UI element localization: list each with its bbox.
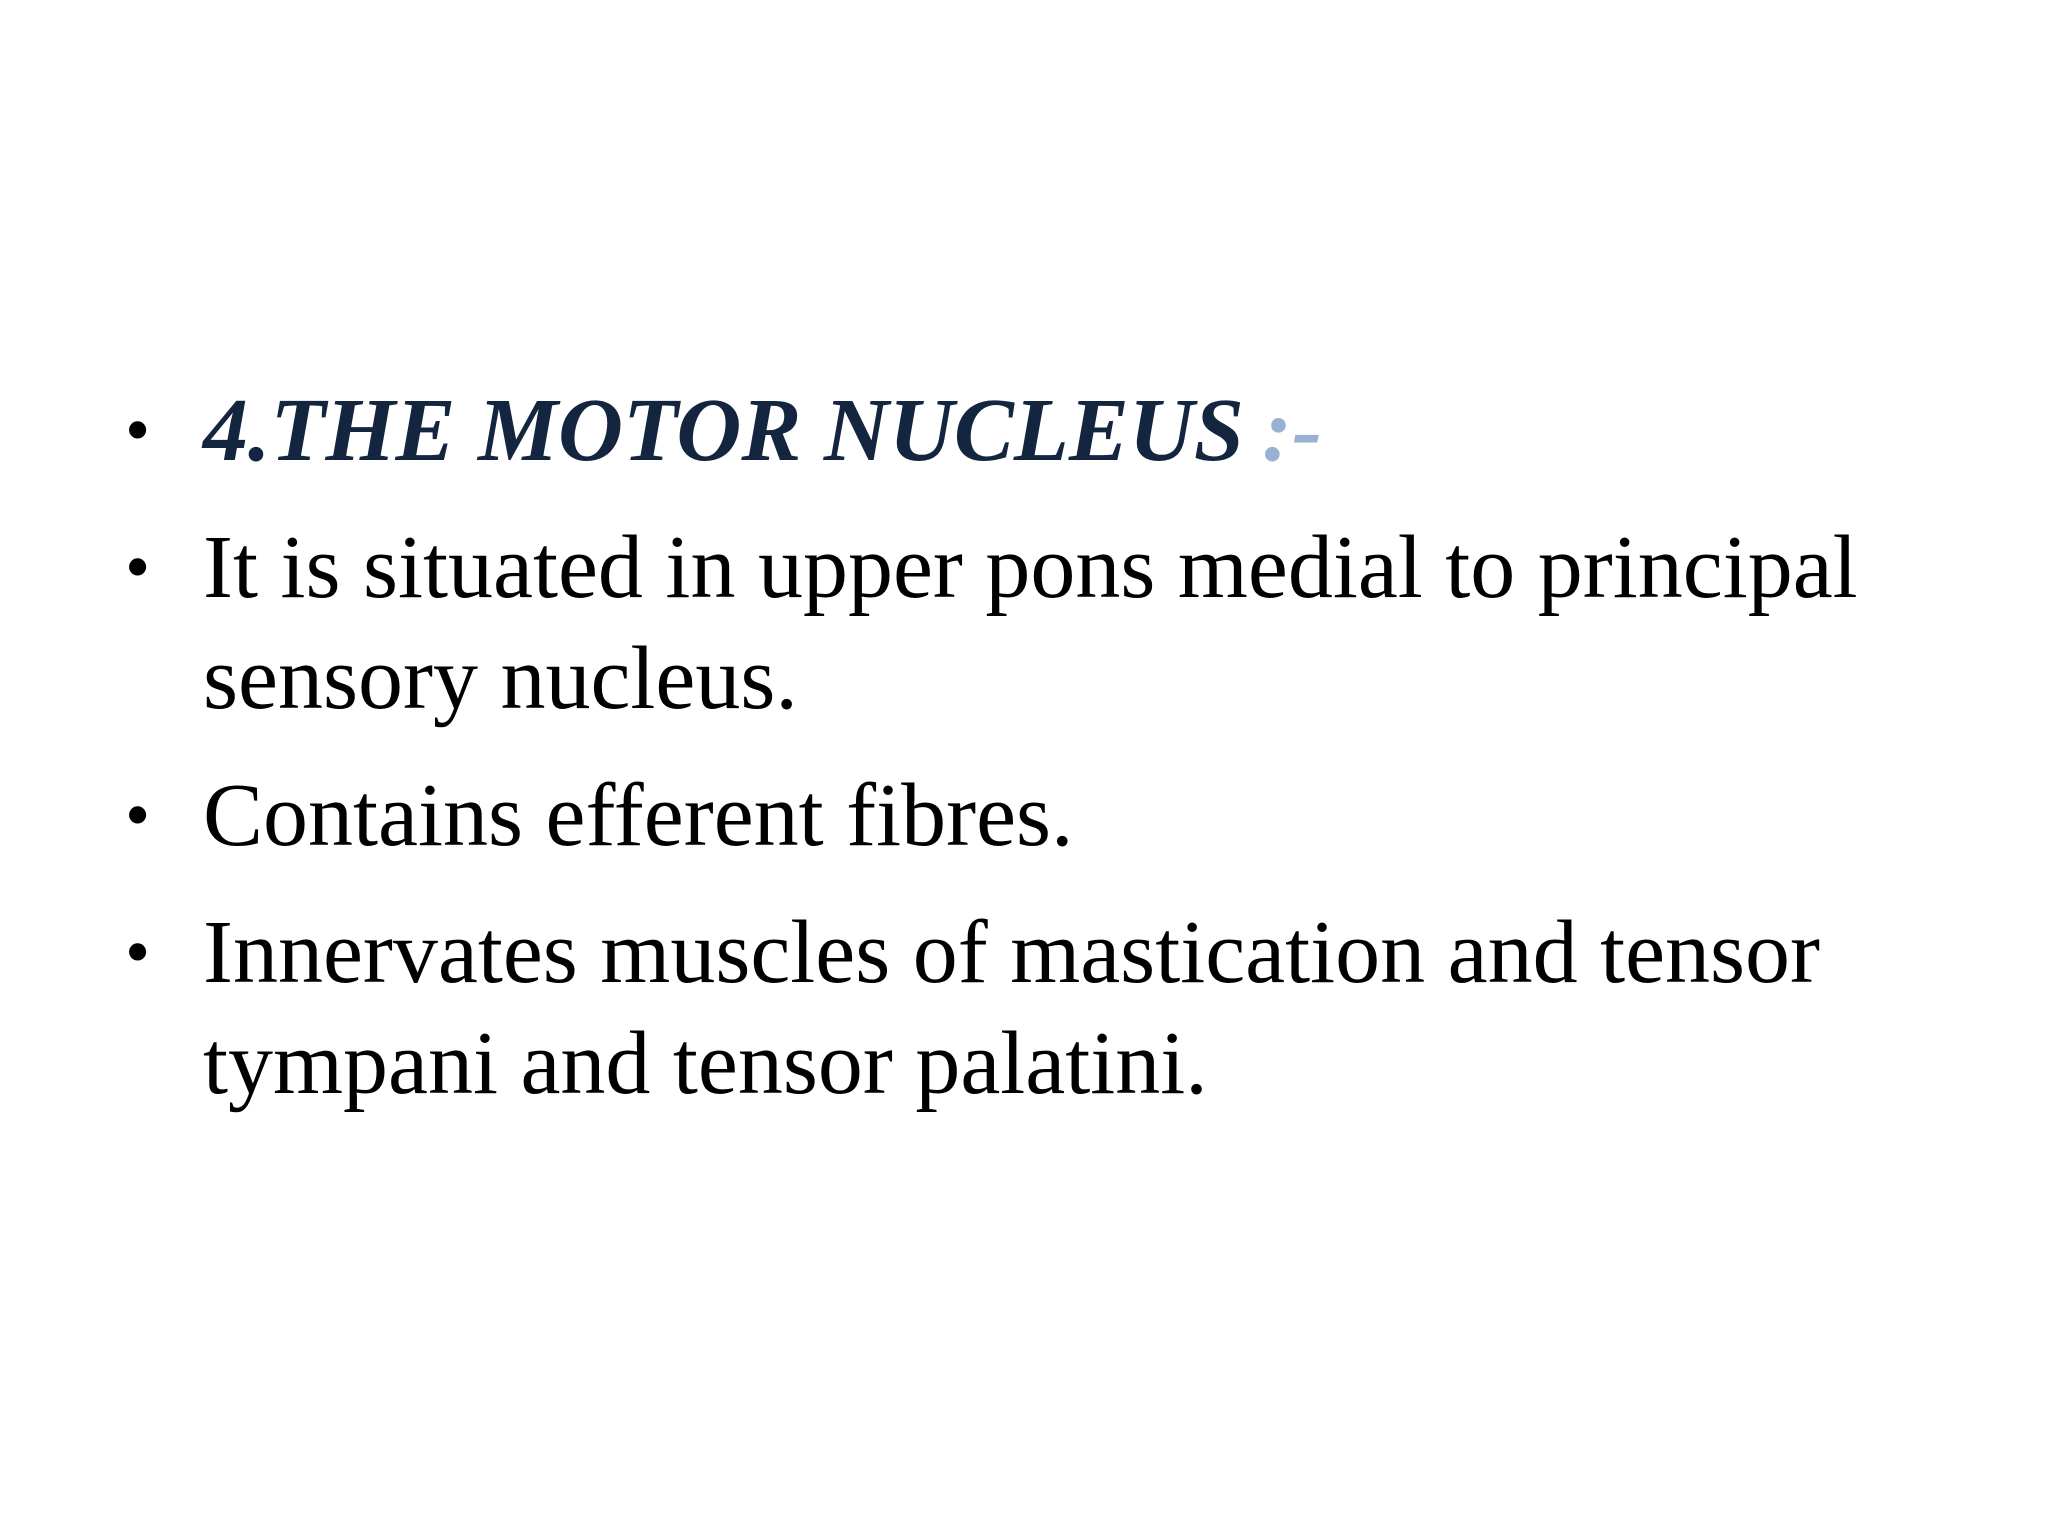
bullet-dot: • — [125, 912, 151, 992]
bullet-list — [125, 375, 1975, 1145]
bullet-item-fibres — [125, 760, 1975, 871]
bullet-text: It is situated in upper pons medial to principal sensory nucleus. — [203, 518, 1858, 728]
heading-bullet-item — [125, 375, 1975, 486]
bullet-item-location — [125, 512, 1975, 734]
bullet-dot: • — [125, 390, 151, 470]
bullet-dot: • — [125, 527, 151, 607]
bullet-text: Contains efferent fibres. — [203, 766, 1074, 865]
slide-heading-suffix: :- — [1261, 381, 1322, 480]
bullet-item-innervation — [125, 897, 1975, 1119]
bullet-dot: • — [125, 775, 151, 855]
bullet-text: Innervates muscles of mastication and tensor tympani and tensor palatini. — [203, 903, 1821, 1113]
slide-heading: 4.THE MOTOR NUCLEUS — [203, 381, 1244, 480]
